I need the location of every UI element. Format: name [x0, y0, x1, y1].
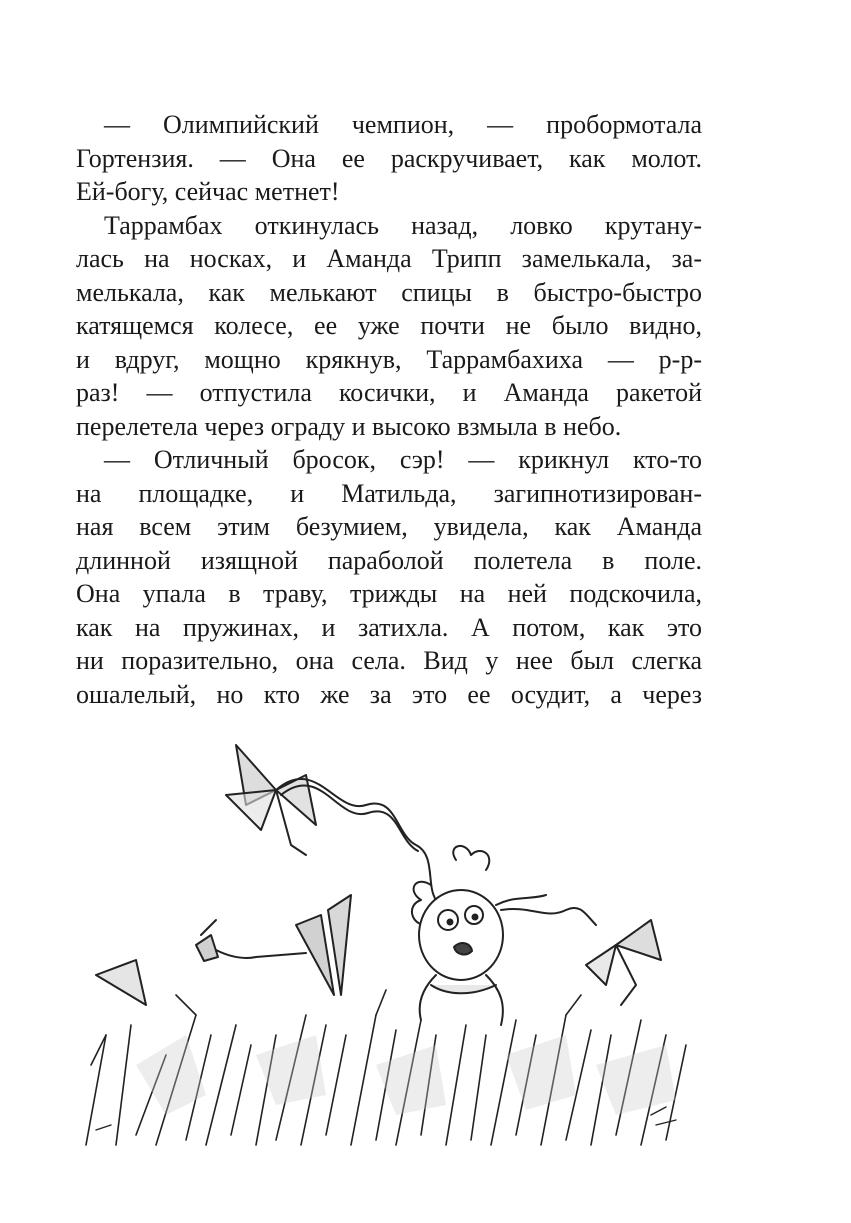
text-line: как на пружинах, и затихла. А потом, как это [76, 612, 702, 642]
text-line: лась на носках, и Аманда Трипп замелькала, за- [76, 244, 702, 273]
text-line: ная всем этим безумием, увидела, как Аманда [76, 512, 702, 541]
text-line: и вдруг, мощно крякнув, Таррамбахиха — р-р- [76, 344, 702, 374]
text-line: — Отличный бросок, сэр! — крикнул кто-то [104, 445, 702, 474]
text-line: Она упала в траву, трижды на ней подскочила, [76, 579, 702, 608]
grass-girl-illustration [76, 735, 706, 1155]
girl-figure [412, 846, 661, 1025]
text-line: катящемся колесе, ее уже почти не было видно, [76, 311, 702, 340]
text-line: Таррамбах откинулась назад, ловко крутану- [104, 210, 702, 240]
text-line: длинной изящной параболой полетела в поле. [76, 545, 702, 575]
text-line: на площадке, и Матильда, загипнотизирован- [76, 478, 702, 508]
text-line: Гортензия. — Она ее раскручивает, как молот. [76, 143, 702, 173]
text-line: раз! — отпустила косички, и Аманда ракетой [76, 378, 702, 407]
text-line: Ей-богу, сейчас метнет! [76, 177, 340, 206]
text-line: ни поразительно, она села. Вид у нее был слегка [76, 646, 702, 675]
text-line: ошалелый, но кто же за это ее осудит, а через [76, 679, 702, 709]
bow-icon [226, 745, 316, 855]
body-text [76, 108, 702, 711]
text-line: — Олимпийский чемпион, — пробормотала [104, 110, 702, 139]
text-line: перелетела через ограду и высоко взмыла в небо. [76, 411, 622, 441]
text-line: мелькала, как мелькают спицы в быстро-быстро [76, 277, 702, 307]
